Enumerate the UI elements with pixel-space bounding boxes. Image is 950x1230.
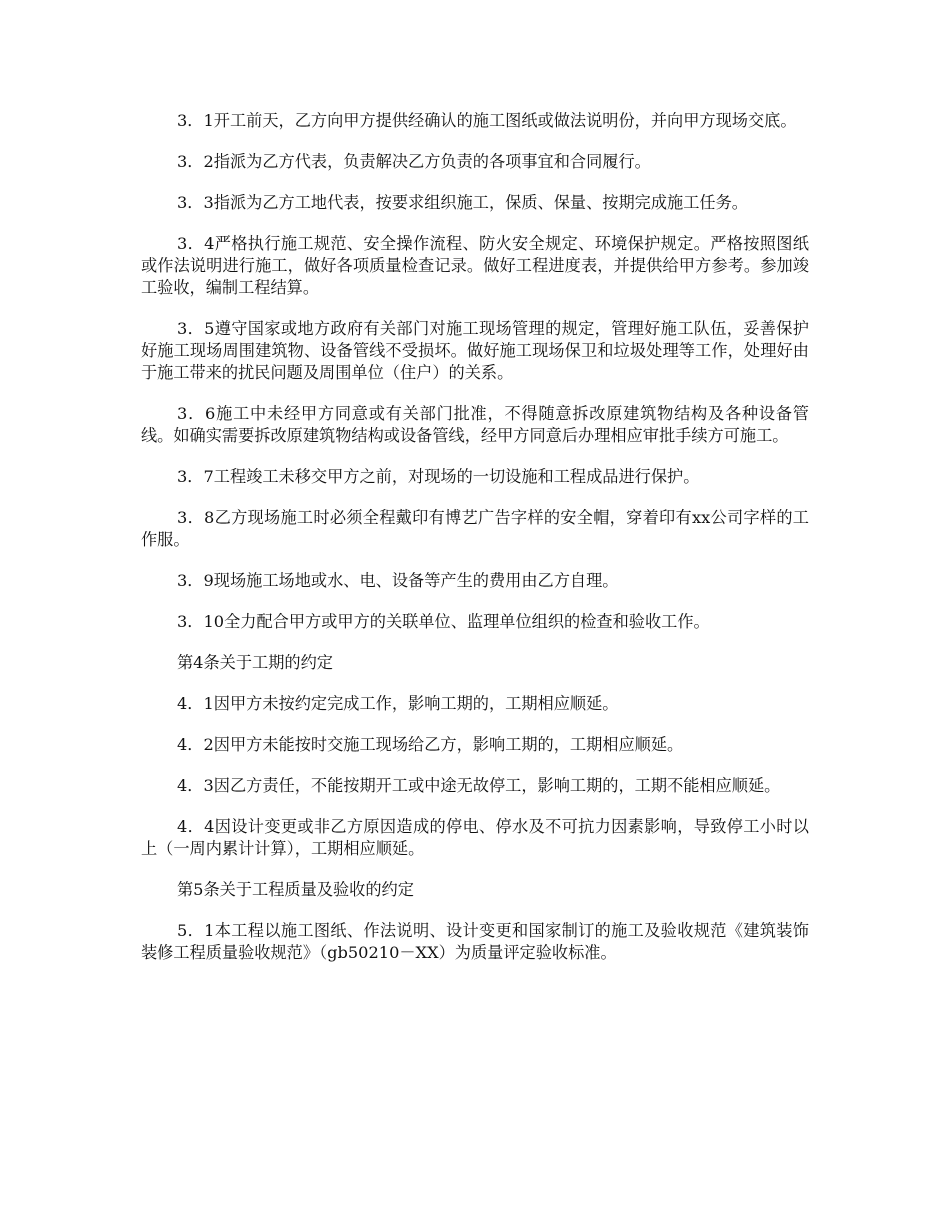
clause-3-6: 3．6施工中未经甲方同意或有关部门批准，不得随意拆改原建筑物结构及各种设备管线。如确实需要拆改原建筑物结构或设备管线，经甲方同意后办理相应审批手续方可施工。 (141, 404, 809, 445)
clause-3-4: 3．4严格执行施工规范、安全操作流程、防火安全规定、环境保护规定。严格按照图纸或作法说明进行施工，做好各项质量检查记录。做好工程进度表，并提供给甲方参考。参加竣工验收，编制工程结算。 (141, 234, 809, 297)
clause-3-7: 3．7工程竣工未移交甲方之前，对现场的一切设施和工程成品进行保护。 (177, 467, 700, 486)
article-5-heading: 第5条关于工程质量及验收的约定 (177, 880, 414, 899)
clause-3-1: 3．1开工前天，乙方向甲方提供经确认的施工图纸或做法说明份，并向甲方现场交底。 (177, 111, 797, 130)
clause-4-4: 4．4因设计变更或非乙方原因造成的停电、停水及不可抗力因素影响，导致停工小时以上（一周内累计计算），工期相应顺延。 (141, 817, 809, 858)
document-body (141, 110, 809, 983)
clause-3-3: 3．3指派为乙方工地代表，按要求组织施工，保质、保量、按期完成施工任务。 (177, 193, 748, 212)
clause-3-2: 3．2指派为乙方代表，负责解决乙方负责的各项事宜和合同履行。 (177, 152, 651, 171)
clause-3-5: 3．5遵守国家或地方政府有关部门对施工现场管理的规定，管理好施工队伍，妥善保护好施工现场周围建筑物、设备管线不受损坏。做好施工现场保卫和垃圾处理等工作，处理好由于施工带来的扰民问题及周围单位（住户）的关系。 (141, 319, 809, 382)
clause-4-1: 4．1因甲方未按约定完成工作，影响工期的，工期相应顺延。 (177, 694, 619, 713)
clause-4-3: 4．3因乙方责任，不能按期开工或中途无故停工，影响工期的，工期不能相应顺延。 (177, 776, 781, 795)
article-4-heading: 第4条关于工期的约定 (177, 653, 333, 672)
clause-5-1: 5．1本工程以施工图纸、作法说明、设计变更和国家制订的施工及验收规范《建筑装饰装修工程质量验收规范》（gb50210－XX）为质量评定验收标准。 (141, 921, 809, 962)
clause-3-10: 3．10全力配合甲方或甲方的关联单位、监理单位组织的检查和验收工作。 (177, 612, 710, 631)
clause-3-8: 3．8乙方现场施工时必须全程戴印有博艺广告字样的安全帽，穿着印有xx公司字样的工作服。 (141, 508, 809, 549)
clause-4-2: 4．2因甲方未能按时交施工现场给乙方，影响工期的，工期相应顺延。 (177, 735, 684, 754)
clause-3-9: 3．9现场施工场地或水、电、设备等产生的费用由乙方自理。 (177, 571, 619, 590)
